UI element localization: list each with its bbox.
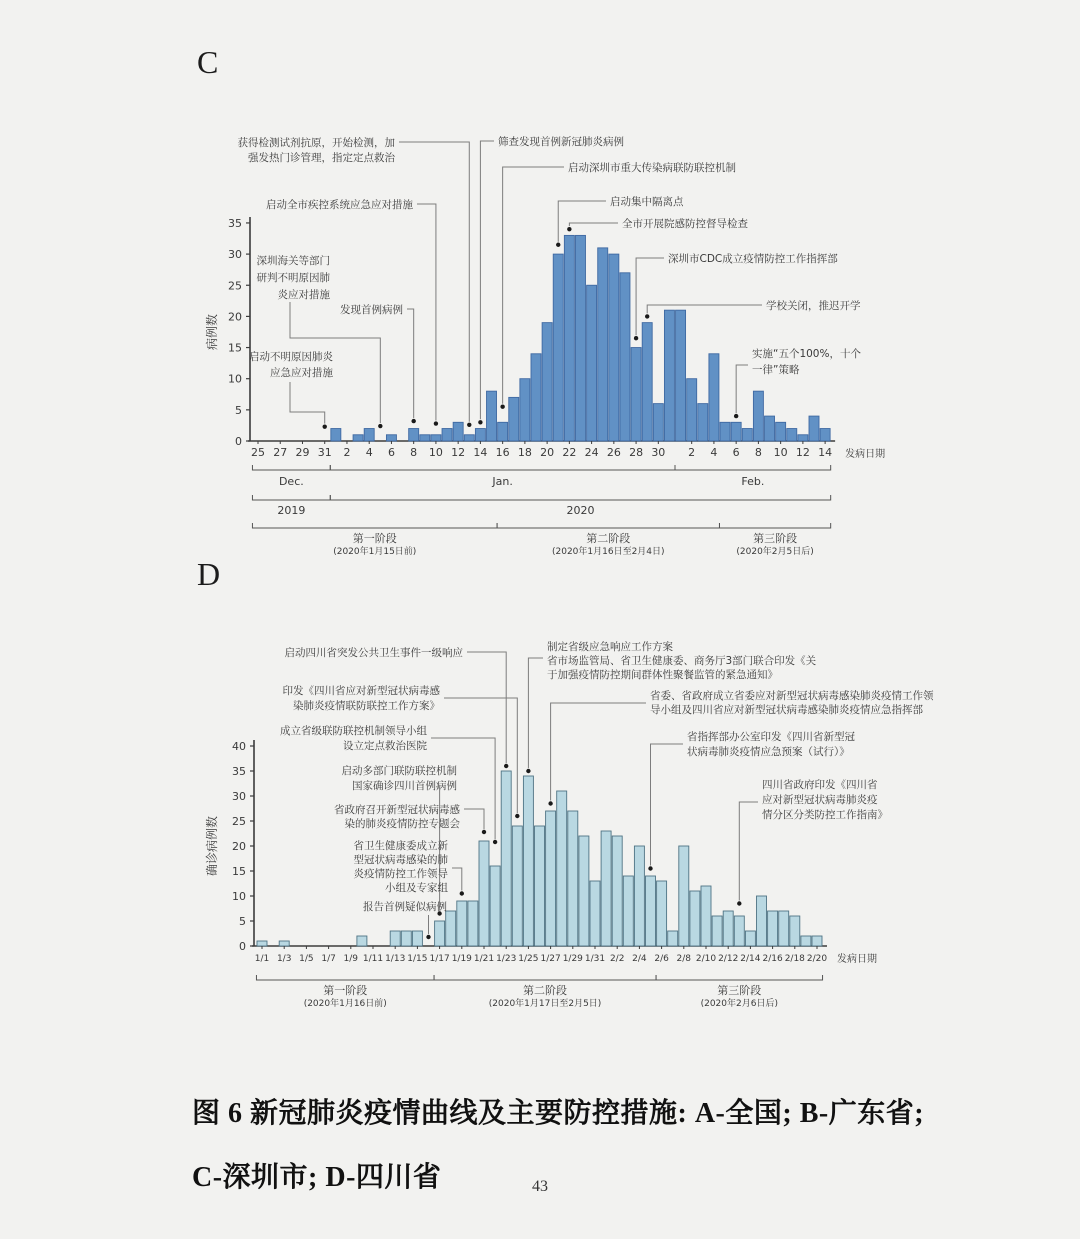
x-tick-label: 1/31 bbox=[584, 954, 606, 964]
bar bbox=[446, 911, 456, 946]
y-axis-title: 病例数 bbox=[205, 313, 219, 350]
bar bbox=[734, 916, 744, 946]
annotation-text: 启动集中隔离点 bbox=[610, 196, 684, 208]
x-tick-label: 2 bbox=[688, 446, 696, 459]
bar bbox=[646, 876, 656, 946]
annotation bbox=[334, 803, 486, 834]
bar bbox=[620, 273, 630, 441]
x-tick-label: 27 bbox=[273, 446, 288, 459]
bar bbox=[412, 931, 422, 946]
bar bbox=[520, 379, 530, 441]
chart-c-svg bbox=[190, 116, 960, 568]
annotation-dot bbox=[378, 424, 382, 428]
bar bbox=[512, 826, 522, 946]
stage-label: 第三阶段 bbox=[717, 984, 762, 997]
bar bbox=[668, 931, 678, 946]
x-tick-label: 1/11 bbox=[362, 954, 384, 964]
y-axis-title: 确诊病例数 bbox=[205, 815, 219, 877]
bar bbox=[501, 771, 511, 946]
x-tick-label: 2/16 bbox=[762, 954, 783, 964]
annotation-dot bbox=[493, 840, 497, 844]
bar bbox=[442, 429, 452, 441]
bar bbox=[435, 921, 445, 946]
annotation-text: 省市场监管局、省卫生健康委、商务厅3部门联合印发《关 bbox=[547, 655, 817, 667]
x-tick-label: 2/20 bbox=[806, 954, 828, 964]
stage-label: 第二阶段 bbox=[586, 532, 631, 545]
x-tick-label: 2/14 bbox=[740, 954, 761, 964]
x-tick-label: 31 bbox=[317, 446, 332, 459]
stage-bracket bbox=[256, 975, 434, 980]
annotation-text: 一律”策略 bbox=[752, 364, 800, 376]
bar bbox=[568, 811, 578, 946]
annotation-text: 状病毒肺炎疫情应急预案（试行）》 bbox=[687, 746, 850, 758]
x-tick-label: 1/9 bbox=[343, 954, 359, 964]
bar bbox=[579, 836, 589, 946]
y-tick-label: 30 bbox=[232, 790, 246, 803]
x-tick-label: 1/15 bbox=[407, 954, 428, 964]
annotation-text: 深圳市CDC成立疫情防控工作指挥部 bbox=[668, 253, 838, 265]
x-tick-label: 6 bbox=[387, 446, 395, 459]
annotation-text: 筛查发现首例新冠肺炎病例 bbox=[498, 136, 624, 148]
annotation-text: 启动深圳市重大传染病联防联控机制 bbox=[568, 162, 736, 174]
annotation-text: 学校关闭，推迟开学 bbox=[766, 300, 861, 312]
annotation-line bbox=[467, 652, 506, 763]
bar bbox=[386, 435, 396, 441]
bar bbox=[642, 323, 652, 441]
annotation-text: 获得检测试剂抗原，开始检测，加 bbox=[237, 137, 395, 149]
annotation bbox=[737, 778, 888, 906]
month-label: Dec. bbox=[278, 475, 304, 488]
annotation-text: 报告首例疑似病例 bbox=[363, 901, 447, 913]
bar bbox=[765, 416, 775, 441]
stage-bracket bbox=[497, 523, 719, 528]
bar bbox=[701, 886, 711, 946]
stage-sublabel: (2020年1月16日前) bbox=[303, 999, 387, 1009]
stage-sublabel: (2020年1月15日前) bbox=[333, 547, 417, 557]
bar bbox=[623, 876, 633, 946]
x-tick-label: 10 bbox=[428, 446, 443, 459]
annotation-dot bbox=[504, 764, 508, 768]
x-tick-label: 2/12 bbox=[718, 954, 739, 964]
y-tick-label: 0 bbox=[239, 940, 246, 953]
x-tick-label: 14 bbox=[473, 446, 488, 459]
x-tick-label: 2 bbox=[343, 446, 351, 459]
bar bbox=[757, 896, 767, 946]
annotation bbox=[249, 350, 333, 429]
y-tick-label: 25 bbox=[228, 279, 242, 293]
x-tick-label: 18 bbox=[517, 446, 532, 459]
annotation-line bbox=[407, 309, 414, 418]
annotation-dot bbox=[645, 314, 649, 318]
annotation-dot bbox=[734, 414, 738, 418]
annotation-text: 应急应对措施 bbox=[270, 367, 333, 379]
x-tick-label: 2/10 bbox=[695, 954, 717, 964]
chart-c-epidemic-curve bbox=[190, 116, 960, 572]
bar bbox=[776, 422, 786, 441]
annotation-text: 启动不明原因肺炎 bbox=[249, 351, 333, 363]
bar bbox=[553, 254, 563, 441]
annotation-dot bbox=[426, 935, 430, 939]
bar bbox=[753, 391, 763, 441]
annotation-line bbox=[290, 382, 325, 424]
annotation-text: 实施“五个100%，十个 bbox=[752, 348, 861, 360]
x-tick-label: 8 bbox=[754, 446, 762, 459]
x-tick-label: 1/17 bbox=[429, 954, 450, 964]
annotation-dot bbox=[548, 801, 552, 805]
annotation-text: 省卫生健康委成立新 bbox=[353, 840, 448, 852]
annotation-text: 成立省级联防联控机制领导小组 bbox=[280, 725, 427, 737]
bar bbox=[364, 429, 374, 441]
bar bbox=[712, 916, 722, 946]
x-tick-label: 4 bbox=[365, 446, 373, 459]
annotation-text: 印发《四川省应对新型冠状病毒感 bbox=[282, 685, 440, 697]
bar bbox=[612, 836, 622, 946]
bar bbox=[279, 941, 289, 946]
annotation-dot bbox=[526, 769, 530, 773]
chart-d-svg bbox=[190, 628, 960, 1028]
annotation-dot bbox=[467, 423, 471, 427]
annotation-text: 省指挥部办公室印发《四川省新型冠 bbox=[687, 731, 855, 743]
x-tick-label: 1/13 bbox=[385, 954, 406, 964]
y-tick-label: 10 bbox=[232, 890, 246, 903]
stage-bracket bbox=[656, 975, 823, 980]
bar bbox=[809, 416, 819, 441]
annotation-text: 应对新型冠状病毒肺炎疫 bbox=[762, 794, 878, 806]
bar bbox=[479, 841, 489, 946]
stage-label: 第三阶段 bbox=[753, 532, 798, 545]
bar bbox=[523, 776, 533, 946]
bar bbox=[453, 422, 463, 441]
bar bbox=[742, 429, 752, 441]
annotation-text: 深圳海关等部门 bbox=[256, 255, 330, 267]
x-tick-label: 26 bbox=[606, 446, 621, 459]
bar bbox=[653, 404, 663, 441]
x-tick-label: 12 bbox=[795, 446, 810, 459]
stage-label: 第一阶段 bbox=[323, 984, 368, 997]
page-number: 43 bbox=[532, 1178, 548, 1195]
caption-line-2: C-深圳市; D-四川省 bbox=[192, 1162, 442, 1193]
bar bbox=[431, 435, 441, 441]
bar bbox=[690, 891, 700, 946]
annotation bbox=[340, 303, 416, 423]
annotation-text: 发现首例病例 bbox=[340, 304, 403, 316]
bar bbox=[390, 931, 400, 946]
annotation-line bbox=[569, 223, 618, 226]
annotation-text: 染的肺炎疫情防控专题会 bbox=[344, 818, 460, 830]
annotation-dot bbox=[634, 336, 638, 340]
bars bbox=[257, 771, 822, 946]
annotation-dot bbox=[434, 421, 438, 425]
bar bbox=[475, 429, 485, 441]
bar bbox=[779, 911, 789, 946]
y-tick-label: 20 bbox=[232, 840, 246, 853]
chart-d-epidemic-curve bbox=[190, 628, 960, 1032]
bar bbox=[698, 404, 708, 441]
annotation-text: 研判不明原因肺 bbox=[256, 272, 330, 284]
x-tick-label: 16 bbox=[495, 446, 510, 459]
x-tick-label: 1/27 bbox=[540, 954, 561, 964]
bar bbox=[731, 422, 741, 441]
bar bbox=[631, 348, 641, 441]
bar bbox=[657, 881, 667, 946]
bar bbox=[768, 911, 778, 946]
annotation-text: 全市开展院感防控督导检查 bbox=[622, 218, 748, 230]
bar bbox=[468, 901, 478, 946]
x-tick-label: 24 bbox=[584, 446, 599, 459]
x-axis-title: 发病日期 bbox=[837, 954, 877, 965]
annotation-line bbox=[551, 703, 646, 801]
annotation-line bbox=[528, 658, 543, 768]
bar bbox=[801, 936, 811, 946]
annotation bbox=[354, 839, 464, 896]
stage-bracket bbox=[252, 523, 497, 528]
y-tick-label: 0 bbox=[235, 435, 242, 448]
bar bbox=[575, 235, 585, 441]
bar bbox=[357, 936, 367, 946]
bar bbox=[798, 435, 808, 441]
year-bracket bbox=[330, 495, 830, 500]
x-tick-label: 1/7 bbox=[321, 954, 336, 964]
annotation-text: 情分区分类防控工作指南》 bbox=[762, 809, 888, 821]
annotation-dot bbox=[411, 419, 415, 423]
x-tick-label: 1/23 bbox=[496, 954, 517, 964]
annotation bbox=[567, 217, 748, 231]
annotation-text: 强发热门诊管理，指定定点救治 bbox=[248, 152, 395, 164]
panel-label-c: C bbox=[197, 44, 219, 80]
annotation-dot bbox=[460, 891, 464, 895]
x-tick-label: 2/18 bbox=[784, 954, 805, 964]
month-label: Feb. bbox=[741, 475, 765, 488]
bar bbox=[557, 791, 567, 946]
annotation-text: 启动多部门联防联控机制 bbox=[341, 765, 457, 777]
y-tick-label: 20 bbox=[228, 310, 242, 324]
stage-bracket bbox=[719, 523, 830, 528]
year-label: 2020 bbox=[566, 504, 595, 517]
annotation-line bbox=[452, 868, 462, 891]
bar bbox=[587, 285, 597, 441]
x-tick-label: 2/2 bbox=[609, 954, 625, 964]
axes bbox=[248, 217, 835, 441]
x-axis-title: 发病日期 bbox=[845, 449, 886, 460]
y-tick-label: 25 bbox=[232, 815, 246, 828]
annotation-line bbox=[464, 809, 484, 829]
x-tick-label: 29 bbox=[295, 446, 310, 459]
annotation-text: 制定省级应急响应工作方案 bbox=[547, 641, 673, 653]
x-tick-label: 8 bbox=[410, 446, 418, 459]
bar bbox=[787, 429, 797, 441]
annotation-line bbox=[739, 802, 758, 901]
annotation-text: 炎应对措施 bbox=[277, 289, 330, 301]
annotation-dot bbox=[567, 227, 571, 231]
year-label: 2019 bbox=[277, 504, 306, 517]
x-tick-label: 4 bbox=[710, 446, 718, 459]
annotation-dot bbox=[482, 830, 486, 834]
bar bbox=[790, 916, 800, 946]
stage-sublabel: (2020年2月5日后) bbox=[736, 547, 814, 557]
x-tick-label: 1/21 bbox=[473, 954, 495, 964]
annotation-dot bbox=[556, 243, 560, 247]
month-bracket bbox=[675, 465, 831, 470]
bar bbox=[464, 435, 474, 441]
bar bbox=[257, 941, 267, 946]
x-tick-label: 2/6 bbox=[654, 954, 669, 964]
annotation-text: 导小组及四川省应对新型冠状病毒感染肺炎疫情应急指挥部 bbox=[650, 704, 923, 716]
bar bbox=[687, 379, 697, 441]
bar bbox=[679, 846, 689, 946]
annotation-text: 国家确诊四川首例病例 bbox=[352, 780, 457, 792]
x-tick-label: 14 bbox=[818, 446, 833, 459]
month-label: Jan. bbox=[492, 475, 513, 488]
x-tick-label: 6 bbox=[732, 446, 740, 459]
bar bbox=[353, 435, 363, 441]
bar bbox=[598, 248, 608, 441]
y-tick-label: 10 bbox=[228, 372, 242, 386]
annotation-text: 设立定点救治医院 bbox=[343, 740, 427, 752]
x-tick-label: 10 bbox=[773, 446, 788, 459]
x-tick-label: 20 bbox=[540, 446, 555, 459]
panel-label-d: D bbox=[197, 556, 221, 592]
bar bbox=[609, 254, 619, 441]
bar bbox=[457, 901, 467, 946]
annotation-text: 型冠状病毒感染的肺 bbox=[353, 854, 448, 866]
annotation-line bbox=[736, 365, 748, 413]
bar bbox=[490, 866, 500, 946]
annotation-text: 启动全市疾控系统应急应对措施 bbox=[266, 199, 413, 211]
annotation-text: 四川省政府印发《四川省 bbox=[762, 779, 878, 791]
annotation bbox=[257, 254, 383, 428]
bar bbox=[812, 936, 822, 946]
month-bracket bbox=[330, 465, 675, 470]
x-tick-label: 12 bbox=[451, 446, 466, 459]
bar bbox=[531, 354, 541, 441]
bar bbox=[564, 235, 574, 441]
bar bbox=[664, 310, 674, 441]
annotation-line bbox=[399, 142, 469, 422]
y-tick-label: 5 bbox=[239, 915, 246, 928]
y-tick-label: 15 bbox=[228, 341, 242, 355]
x-tick-label: 1/1 bbox=[254, 954, 270, 964]
x-tick-label: 28 bbox=[629, 446, 644, 459]
caption-line-1: 图 6 新冠肺炎疫情曲线及主要防控措施: A-全国; B-广东省; bbox=[192, 1098, 925, 1129]
bar bbox=[676, 310, 686, 441]
x-tick-label: 1/19 bbox=[451, 954, 472, 964]
x-tick-label: 1/29 bbox=[562, 954, 583, 964]
annotation-dot bbox=[515, 814, 519, 818]
month-bracket bbox=[252, 465, 330, 470]
bar bbox=[542, 323, 552, 441]
annotation-line bbox=[417, 204, 436, 421]
annotation-text: 染肺炎疫情联防联控工作方案》 bbox=[293, 700, 440, 712]
bar bbox=[420, 435, 430, 441]
y-tick-label: 5 bbox=[235, 403, 242, 417]
annotation-line bbox=[651, 744, 684, 866]
x-tick-label: 2/4 bbox=[632, 954, 647, 964]
bar bbox=[487, 391, 497, 441]
stage-sublabel: (2020年2月6日后) bbox=[700, 999, 778, 1009]
y-tick-label: 15 bbox=[232, 865, 246, 878]
bar bbox=[634, 846, 644, 946]
annotation-dot bbox=[648, 866, 652, 870]
annotation-dot bbox=[478, 420, 482, 424]
annotation-text: 省政府召开新型冠状病毒感 bbox=[334, 804, 460, 816]
stage-sublabel: (2020年1月16日至2月4日) bbox=[551, 547, 665, 557]
x-tick-label: 30 bbox=[651, 446, 666, 459]
x-tick-label: 1/25 bbox=[518, 954, 539, 964]
bar bbox=[535, 826, 545, 946]
annotation-dot bbox=[737, 901, 741, 905]
bar bbox=[498, 422, 508, 441]
annotation-line bbox=[480, 141, 494, 419]
bar bbox=[401, 931, 411, 946]
bar bbox=[745, 931, 755, 946]
annotation-dot bbox=[500, 405, 504, 409]
bar bbox=[723, 911, 733, 946]
bar bbox=[590, 881, 600, 946]
y-tick-label: 30 bbox=[228, 248, 242, 262]
y-tick-label: 35 bbox=[232, 765, 246, 778]
bar bbox=[820, 429, 830, 441]
stage-label: 第二阶段 bbox=[523, 984, 568, 997]
bar bbox=[331, 429, 341, 441]
bar bbox=[720, 422, 730, 441]
stage-bracket bbox=[434, 975, 656, 980]
x-tick-label: 22 bbox=[562, 446, 577, 459]
x-tick-label: 1/3 bbox=[276, 954, 292, 964]
annotation-text: 于加强疫情防控期间群体性聚餐监管的紧急通知》 bbox=[547, 669, 778, 681]
x-tick-label: 1/5 bbox=[299, 954, 314, 964]
y-tick-label: 40 bbox=[232, 740, 246, 753]
bar bbox=[546, 811, 556, 946]
stage-sublabel: (2020年1月17日至2月5日) bbox=[488, 999, 602, 1009]
annotation-dot bbox=[323, 424, 327, 428]
bar bbox=[509, 397, 519, 441]
y-tick-label: 35 bbox=[228, 216, 242, 230]
year-bracket bbox=[252, 495, 330, 500]
stage-label: 第一阶段 bbox=[352, 532, 397, 545]
x-tick-label: 2/8 bbox=[676, 954, 692, 964]
bar bbox=[409, 429, 419, 441]
annotation-text: 省委、省政府成立省委应对新型冠状病毒感染肺炎疫情工作领 bbox=[650, 690, 934, 702]
annotation-text: 启动四川省突发公共卫生事件一级响应 bbox=[284, 647, 463, 659]
bar bbox=[709, 354, 719, 441]
annotation-text: 炎疫情防控工作领导 bbox=[353, 868, 448, 880]
annotation-text: 小组及专家组 bbox=[385, 882, 448, 894]
x-tick-label: 25 bbox=[251, 446, 265, 459]
bar bbox=[601, 831, 611, 946]
bars bbox=[331, 235, 830, 441]
